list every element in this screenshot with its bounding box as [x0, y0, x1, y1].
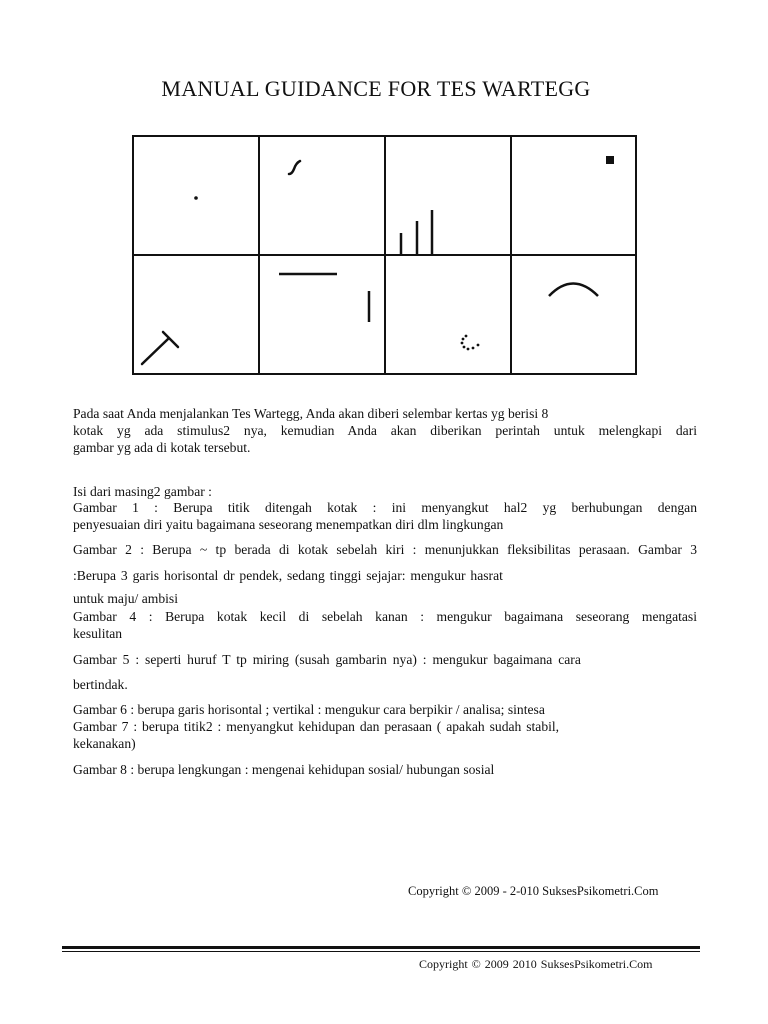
- gambar-5-line: bertindak.: [73, 677, 128, 692]
- gambar-3-item-cont: [73, 590, 697, 607]
- stimulus-7-dot: [465, 335, 468, 338]
- intro-line: Pada saat Anda menjalankan Tes Wartegg, Anda akan diberi selembar kertas yg berisi 8: [73, 406, 549, 421]
- copyright-body: Copyright © 2009 - 2-010 SuksesPsikometri.Com: [408, 884, 659, 898]
- stimulus-8-arc: [549, 284, 598, 297]
- stimulus-5-tilted-t: [142, 332, 178, 364]
- gambar-3-line: :Berupa 3 garis horisontal dr pendek, sedang tinggi sejajar: mengukur hasrat: [73, 568, 503, 583]
- intro-line: gambar yg ada di kotak tersebut.: [73, 440, 251, 455]
- gambar-1-line: Gambar 1 : Berupa titik ditengah kotak : ini menyangkut hal2 yg berhubungan dengan: [73, 500, 697, 515]
- footer-rule-thick: [62, 946, 700, 949]
- copyright-footer: Copyright © 2009 2010 SuksesPsikometri.Com: [419, 957, 653, 971]
- wartegg-grid-svg: [132, 135, 637, 375]
- list-heading: Isi dari masing2 gambar :: [73, 484, 212, 499]
- stimulus-5-stem: [142, 339, 168, 364]
- stimulus-4-square: [606, 156, 614, 164]
- gambar-2-item: Gambar 2 : Berupa ~ tp berada di kotak sebelah kiri : menunjukkan fleksibilitas perasaan. Gambar 3: [73, 542, 697, 557]
- stimulus-7-dot: [472, 347, 475, 350]
- stimulus-7-dot: [467, 348, 470, 351]
- gambar-4-line: kesulitan: [73, 626, 123, 641]
- gambar-5-line: Gambar 5 : seperti huruf T tp miring (susah gambarin nya) : mengukur bagaimana cara: [73, 652, 581, 667]
- gambar-5-item: [73, 651, 697, 668]
- page-title: MANUAL GUIDANCE FOR TES WARTEGG: [161, 76, 591, 101]
- stimulus-1-dot: [194, 196, 198, 200]
- stimulus-2-wave: [289, 161, 300, 174]
- gambar-3-line: untuk maju/ ambisi: [73, 591, 178, 606]
- gambar-4-line: Gambar 4 : Berupa kotak kecil di sebelah kanan : mengukur bagaimana seseorang mengatasi: [73, 609, 697, 624]
- stimulus-3-lines: [401, 210, 432, 254]
- stimulus-7-dot: [462, 338, 465, 341]
- gambar-1-line: penyesuaian diri yaitu bagaimana seseorang menempatkan diri dlm lingkungan: [73, 517, 504, 532]
- stimulus-7-dot: [477, 344, 480, 347]
- gambar-4-item: [73, 608, 697, 642]
- gambar-6-item: Gambar 6 : berupa garis horisontal ; vertikal : mengukur cara berpikir / analisa; sintesa: [73, 702, 545, 717]
- stimulus-5-bar: [163, 332, 178, 347]
- stimulus-7-dot: [461, 342, 464, 345]
- gambar-1-item: [73, 499, 697, 533]
- gambar-3-item: [73, 567, 697, 584]
- stimulus-7-dot: [463, 346, 466, 349]
- intro-line: kotak yg ada stimulus2 nya, kemudian Anda akan diberikan perintah untuk melengkapi dari: [73, 423, 697, 438]
- gambar-8-item: Gambar 8 : berupa lengkungan : mengenai kehidupan sosial/ hubungan sosial: [73, 762, 495, 777]
- gambar-7-line: kekanakan): [73, 736, 136, 751]
- gambar-5-item-cont: [73, 676, 697, 693]
- footer-rule-thin: [62, 951, 700, 952]
- gambar-7-item: [73, 718, 697, 752]
- intro-paragraph: [73, 405, 697, 456]
- stimulus-7-dots: [461, 335, 480, 351]
- stimulus-6-lines: [279, 274, 369, 322]
- wartegg-stimulus-grid: [132, 135, 637, 375]
- gambar-7-line: Gambar 7 : berupa titik2 : menyangkut kehidupan dan perasaan ( apakah sudah stabil,: [73, 719, 560, 734]
